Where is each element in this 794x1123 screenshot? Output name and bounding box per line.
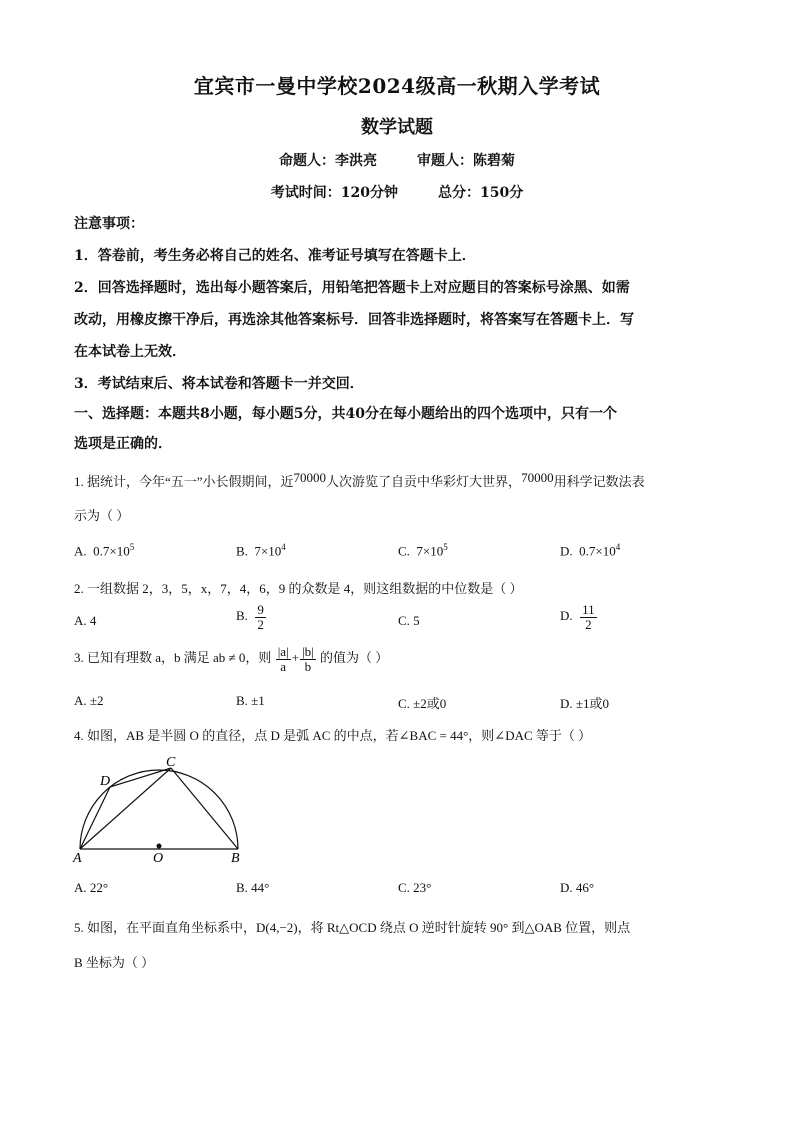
q1-option-a[interactable]: A. $0.7\times 10^5$ [74, 542, 135, 559]
question-1-line-1: 1. 据统计，今年“五一”小长假期间，近$^{70000}$人次游览了自贡中华彩灯大世界，$^{70000}$用科学记数法表 [74, 470, 645, 489]
q1-option-d[interactable]: D. $0.7\times 10^4$ [560, 542, 621, 559]
author-line [0, 150, 794, 170]
question-4-text: 4. 如图，AB 是半圆 O 的直径，点 D 是弧 AC 的中点，若∠BAC = 44°，则∠DAC 等于（ ） [74, 728, 592, 743]
q1-number-a: 70000 [293, 470, 327, 485]
question-5-line-1: 5. 如图，在平面直角坐标系中，D(4,−2)，将 Rt△OCD 绕点 O 逆时针旋转 90° 到△OAB 位置，则点 [74, 920, 631, 935]
q2-option-a[interactable]: A. 4 [74, 613, 97, 628]
q3-option-a[interactable]: A. ±2 [74, 693, 104, 708]
section-1-line-2: 选项是正确的． [74, 436, 172, 452]
q2-option-b[interactable]: B. $\frac{9}{2}$ [236, 602, 264, 632]
time-label: 考试时间：120分钟 [270, 185, 398, 201]
q3-option-d[interactable]: D. ±1或0 [560, 696, 610, 711]
note-1: 1．答卷前，考生务必将自己的姓名、准考证号填写在答题卡上． [74, 248, 476, 264]
q4-option-d[interactable]: D. 46° [560, 880, 595, 895]
q4-option-c[interactable]: C. 23° [398, 880, 432, 895]
label-c: C [166, 755, 176, 770]
exam-title: 宜宾市一曼中学校2024级高一秋期入学考试 [193, 74, 601, 98]
q1-option-c[interactable]: C. $7\times 10^5$ [398, 542, 448, 559]
q3-option-b[interactable]: B. ±1 [236, 693, 265, 708]
label-b: B [231, 851, 240, 866]
notes-heading: 注意事项： [74, 216, 144, 232]
q2-option-c[interactable]: C. 5 [398, 613, 420, 628]
author-label: 命题人：李洪亮 [279, 153, 377, 169]
label-a: A [73, 851, 82, 866]
score-label: 总分：150分 [438, 185, 524, 201]
center-point-o [157, 844, 162, 849]
q4-option-b[interactable]: B. 44° [236, 880, 270, 895]
note-2-line-3: 在本试卷上无效． [74, 344, 186, 360]
q2-option-d[interactable]: D. $\frac{11}{2}$ [560, 602, 595, 632]
note-2-line-1: 2．回答选择题时，选出每小题答案后，用铅笔把答题卡上对应题目的答案标号涂黑、如需 [74, 280, 630, 296]
reviewer-label: 审题人：陈碧菊 [417, 153, 515, 169]
exam-subject: 数学试题 [361, 117, 433, 138]
section-1-line-1: 一、选择题：本题共8小题，每小题5分，共40分在每小题给出的四个选项中，只有一个 [74, 406, 617, 422]
q4-option-a[interactable]: A. 22° [74, 880, 109, 895]
label-d: D [100, 774, 111, 789]
chord-dc [110, 768, 171, 787]
q1-number-b: 70000 [521, 470, 554, 485]
question-1-line-2: 示为（ ） [74, 508, 130, 523]
q1-option-b[interactable]: B. $7\times 10^4$ [236, 542, 286, 559]
question-3-text: 3. 已知有理数 a，b 满足 ab ≠ 0，则 $\frac{|a|}{a}$ + $\frac{|b|}{b}$ 的值为（ ） [74, 644, 389, 674]
time-score-line [0, 182, 794, 202]
chord-ad [80, 787, 110, 849]
question-2-text: 2. 一组数据 2，3，5，x，7，4，6，9 的众数是 4，则这组数据的中位数是（ ） [74, 581, 523, 596]
q3-option-c[interactable]: C. ±2或0 [398, 696, 447, 711]
chord-cb [171, 768, 238, 849]
semicircle-figure [70, 752, 250, 867]
label-o: O [153, 851, 164, 866]
question-5-line-2: B 坐标为（ ） [74, 955, 155, 970]
chord-ac [80, 768, 171, 849]
note-2-line-2: 改动，用橡皮擦干净后，再选涂其他答案标号．回答非选择题时，将答案写在答题卡上．写 [74, 312, 634, 328]
note-3: 3．考试结束后、将本试卷和答题卡一并交回． [74, 376, 364, 392]
